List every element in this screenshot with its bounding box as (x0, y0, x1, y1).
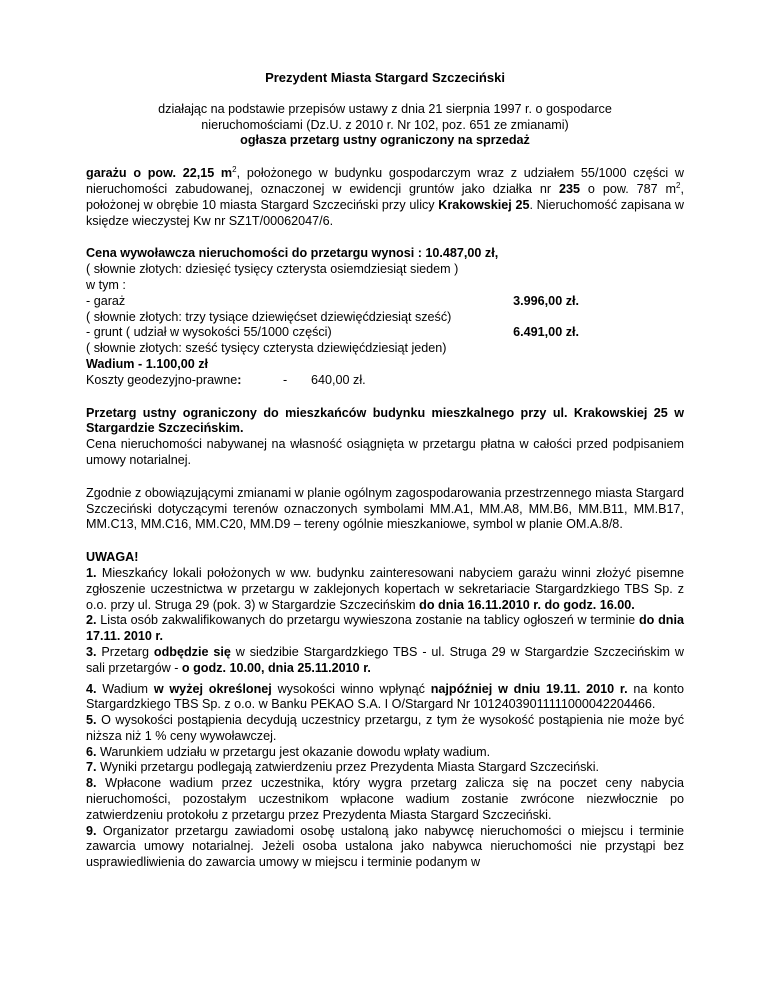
document-page (86, 70, 684, 871)
document-title: Prezydent Miasta Stargard Szczeciński (265, 70, 505, 85)
land-price-label: - grunt ( udział w wysokości 55/1000 części) (86, 325, 332, 340)
deposit-dash: - (138, 356, 143, 371)
note-item-9-number: 9. (86, 823, 97, 838)
street-name: Krakowskiej 25 (438, 197, 530, 212)
note-item-1-text: Mieszkańcy lokali położonych w ww. budynku zainteresowani nabyciem garażu winni złożyć pisemne zgłoszenie uczestnictwa w przetargu w zaklejonych kopertach w sekretariacie Stargardzkiego TBS Sp. z o.o. przy ul. Struga 29 (pok. 3) w Stargardzie Szczecińskim (86, 565, 684, 612)
note-item-1-deadline: do dnia 16.11.2010 r. do godz. 16.00. (419, 597, 635, 612)
note-item-3 (86, 645, 684, 677)
deposit-value: 1.100,00 zł (145, 356, 209, 371)
deposit-row (86, 357, 684, 373)
note-item-8-text: Wpłacone wadium przez uczestnika, który wygra przetarg zalicza się na poczet ceny nabycia nieruchomości, pozostałym uczestnikom wpłacone wadium zostanie zwrócone niezwłocznie po zatwierdzeniu protokołu z przetargu przez Prezydenta Miasta Stargard Szczeciński. (86, 776, 684, 822)
note-item-3-text-2: w siedzibie Stargardzkiego TBS - ul. Struga 29 w Stargardzie Szczecińskim w sali przetargów - (86, 644, 684, 675)
note-item-3-text-1: Przetarg (96, 644, 154, 659)
note-item-9-text: Organizator przetargu zawiadomi osobę ustaloną jako nabywcę nieruchomości o miejscu i terminie zawarcia umowy notarialnej. Jeżeli osoba ustalona jako nabywca nieruchomości nie przystąpi bez usprawiedliwienia do zawarcia umowy w miejscu i terminie podanym w (86, 823, 684, 870)
note-heading (86, 550, 684, 566)
garage-price-label: - garaż (86, 293, 126, 308)
property-description (86, 166, 684, 229)
price-label: Cena wywoławcza nieruchomości do przetargu wynosi : 10.487,00 zł, (86, 246, 499, 261)
garage-price-value: 3.996,00 zł. (513, 293, 579, 308)
costs-dash: - (283, 372, 288, 387)
note-item-6-number: 6. (86, 744, 97, 759)
legal-basis-line-2: nieruchomościami (Dz.U. z 2010 r. Nr 102, poz. 651 ze zmianami) (201, 117, 569, 132)
note-item-4-number: 4. (86, 681, 97, 696)
land-price-row (86, 325, 579, 341)
plot-number: 235 (558, 181, 580, 196)
zoning-paragraph: Zgodnie z obowiązującymi zmianami w planie ogólnym zagospodarowania przestrzennego miasta Stargard Szczeciński dotyczącymi terenów oznaczonych symbolami MM.A1, MM.A8, MM.B6, MM.B11, MM.B17, MM.C13, MM.C16, MM.C20, MM.D9 – tereny ogólnie mieszkaniowe, symbol w planie OM.A.8/8. (86, 485, 684, 532)
note-item-2-text: Lista osób zakwalifikowanych do przetargu wywieszona zostanie na tablicy ogłoszeń w terminie (96, 613, 639, 628)
note-item-4-text-1: Wadium (96, 681, 154, 696)
deposit-label: Wadium (86, 356, 135, 371)
price-heading (86, 246, 684, 262)
note-item-5-number: 5. (86, 713, 97, 728)
area-superscript: 2 (232, 165, 237, 174)
plot-area-superscript: 2 (676, 180, 681, 190)
land-price-words: ( słownie złotych: sześć tysięcy czterysta dziewięćdziesiąt jeden) (86, 341, 447, 356)
note-item-6-text: Warunkiem udziału w przetargu jest okazanie dowodu wpłaty wadium. (96, 744, 491, 759)
note-item-9 (86, 824, 684, 871)
note-item-1-number: 1. (86, 565, 97, 580)
note-item-4-bold-1: w wyżej określonej (153, 681, 272, 696)
description-text-4: . Nieruchomość zapisana w księdze wieczystej Kw nr SZ1T/00062047/6. (86, 197, 684, 228)
note-item-3-date: o godz. 10.00, dnia 25.11.2010 r. (181, 660, 371, 675)
note-item-4-text-2: wysokości winno wpłynąć (271, 681, 431, 696)
note-item-4-text-3: na konto Stargardzkiego TBS Sp. z o.o. w Banku PEKAO S.A. I O/Stargard Nr 10124039011111000042204466. (86, 681, 685, 712)
restricted-tender-heading (86, 406, 684, 438)
note-item-4 (86, 682, 684, 714)
note-item-4-deadline: najpóźniej w dniu 19.11. 2010 r. (430, 681, 628, 696)
note-item-5-text: O wysokości postąpienia decydują uczestnicy przetargu, z tym że wysokość postąpienia nie może być niższa niż 1 % ceny wywoławczej. (86, 713, 684, 743)
garage-lead: garażu o pow. (86, 166, 183, 181)
note-item-3-bold-1: odbędzie się (153, 644, 231, 659)
note-item-1 (86, 566, 684, 613)
costs-row (86, 373, 684, 389)
restricted-tender-bold: Przetarg ustny ograniczony do mieszkańców budynku mieszkalnego przy ul. Krakowskiej 25 w Stargardzie Szczecińskim. (86, 405, 684, 436)
payment-terms: Cena nieruchomości nabywanej na własność osiągnięta w przetargu płatna w całości przed podpisaniem umowy notarialnej. (86, 437, 684, 467)
price-words: ( słownie złotych: dziesięć tysięcy czterysta osiemdziesiąt siedem ) (86, 262, 459, 277)
costs-label-wrap (86, 373, 241, 389)
announcement-bold: ogłasza przetarg ustny ograniczony na sprzedaż (240, 133, 530, 148)
description-text-2: o pow. 787 m (580, 181, 677, 196)
garage-price-words: ( słownie złotych: trzy tysiące dziewięćset dziewięćdziesiąt sześć) (86, 309, 452, 324)
note-item-7-number: 7. (86, 760, 97, 775)
price-including: w tym : (86, 277, 126, 292)
note-item-7 (86, 760, 684, 776)
costs-value: 640,00 zł. (311, 372, 366, 387)
note-item-6 (86, 745, 684, 761)
note-item-7-text: Wyniki przetargu podlegają zatwierdzeniu przez Prezydenta Miasta Stargard Szczeciński. (96, 760, 599, 775)
legal-basis-line-1: działając na podstawie przepisów ustawy z dnia 21 sierpnia 1997 r. o gospodarce (158, 101, 612, 116)
garage-price-row (86, 294, 579, 310)
garage-area: 22,15 m (182, 166, 233, 181)
description-text-1: , położonego w budynku gospodarczym wraz z udziałem 55/1000 części w nieruchomości zabudowanej, oznaczonej w ewidencji gruntów jako działka nr (86, 166, 684, 196)
note-item-3-number: 3. (86, 644, 97, 659)
costs-colon: : (237, 372, 242, 387)
description-text-3: , położonej w obrębie 10 miasta Stargard Szczeciński przy ulicy (86, 181, 684, 212)
note-item-2-deadline: do dnia 17.11. 2010 r. (86, 613, 684, 644)
announcement-line (86, 133, 684, 149)
note-item-5 (86, 713, 684, 745)
land-price-value: 6.491,00 zł. (513, 325, 579, 340)
note-item-8 (86, 776, 684, 823)
note-item-2 (86, 613, 684, 645)
note-heading-text: UWAGA! (86, 550, 139, 565)
note-item-2-number: 2. (86, 613, 97, 628)
note-item-8-number: 8. (86, 776, 97, 791)
costs-label: Koszty geodezyjno-prawne (86, 372, 238, 387)
